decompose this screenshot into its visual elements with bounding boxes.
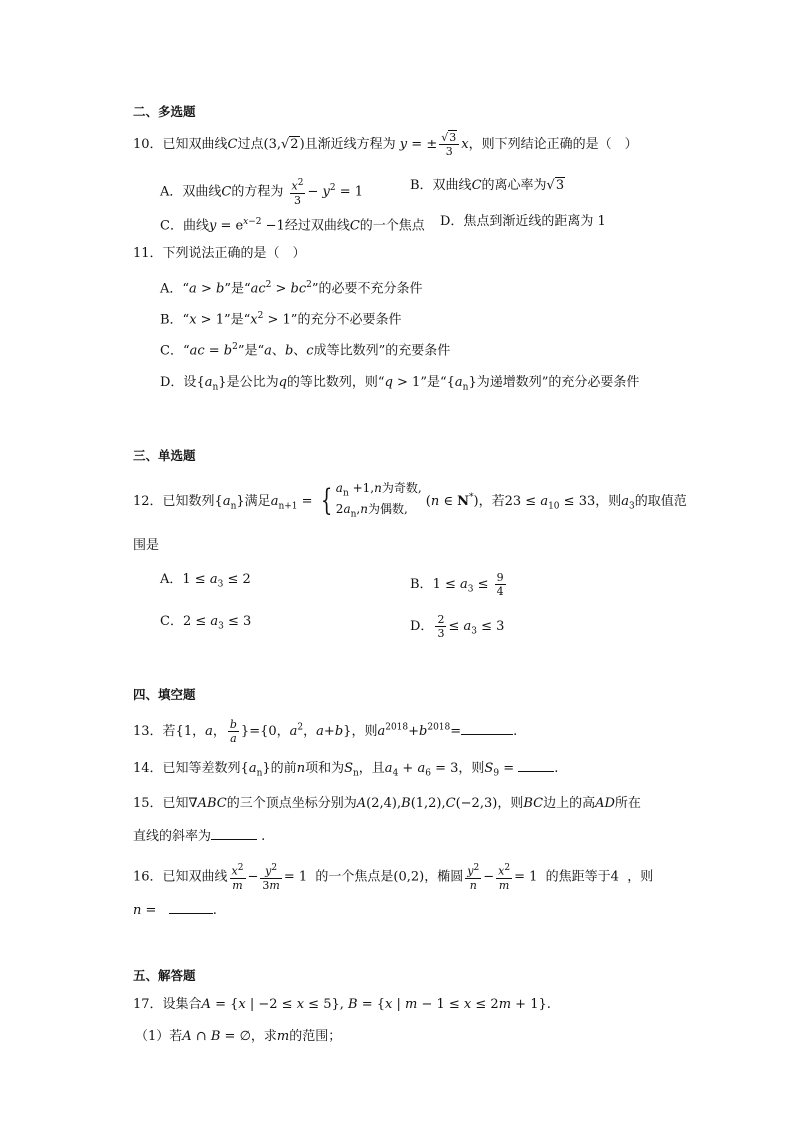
question-11-option-b[interactable]: B．“x > 1”是“$x^2 > 1$”的充分不必要条件 xyxy=(160,311,402,328)
section-title-single-choice: 三、单选题 xyxy=(133,448,196,463)
question-12-stem: 12．已知数列$\{a_n\}$满足$a_{n+1}$ = { $a_n +1,n$为奇数, $2a_n,n$为偶数, (n ∈ N*)，若$23 \le a_{10} \le 33$，则$a_3$的取值范 xyxy=(133,481,687,520)
section-title-multiple-choice: 二、多选题 xyxy=(133,104,196,119)
question-12-stem-cont: 围是 xyxy=(133,538,160,553)
question-11-option-c[interactable]: C．“ac = $b^2$”是“a、b、c成等比数列”的充要条件 xyxy=(160,342,451,359)
question-10-option-a[interactable]: A．双曲线C的方程为 $\frac{x^2}{3}$ − $y^2 = 1$ xyxy=(160,178,364,207)
question-11-option-d[interactable]: D．设$\{a_n\}$是公比为q的等比数列，则“q > 1”是“$\{a_n\}$为递增数列”的充分必要条件 xyxy=(160,375,640,393)
question-15-cont: 直线的斜率为 . xyxy=(133,829,266,844)
question-16-cont: n = . xyxy=(133,903,217,918)
section-title-fill-in: 四、填空题 xyxy=(133,687,196,702)
answer-blank-15[interactable] xyxy=(211,827,257,840)
question-11-stem: 11．下列说法正确的是（ ） xyxy=(133,246,306,261)
question-11-option-a[interactable]: A．“a > b”是“$ac^2 > bc^2$”的必要不充分条件 xyxy=(160,280,423,297)
question-12-option-d[interactable]: D． $\frac{2}{3}$ ≤ $a_3 \le 3$ xyxy=(410,613,505,640)
question-17: 17．设集合A = {x | −2 ≤ x ≤ 5}, B = {x | m − 1 ≤ x ≤ 2m + 1}. xyxy=(133,997,551,1012)
question-15: 15．已知∇ABC的三个顶点坐标分别为A(2,4),B(1,2),C(−2,3)，则BC边上的高AD所在 xyxy=(133,796,641,811)
question-14: 14．已知等差数列$\{a_n\}$的前n项和为$S_n$，且$a_4 + a_6 = 3$，则$S_9$ = . xyxy=(133,761,559,779)
question-12-option-a[interactable]: A．$1 \le a_3 \le 2$ xyxy=(160,572,251,590)
question-10-option-d[interactable]: D．焦点到渐近线的距离为 1 xyxy=(440,214,606,229)
answer-blank-16[interactable] xyxy=(169,901,213,914)
question-17-part-1: （1）若A ∩ B = ∅，求m的范围； xyxy=(135,1029,342,1044)
question-12-option-b[interactable]: B．$1 \le a_3$ ≤ $\frac{9}{4}$ xyxy=(410,571,504,598)
question-10-option-b[interactable]: B．双曲线C的离心率为√3 xyxy=(410,178,565,193)
section-title-solution: 五、解答题 xyxy=(133,968,196,983)
question-13: 13．若{1，a， $\frac{b}{a}$ }={0，$a^2$，a+b}，则$a^{2018}+b^{2018}=$ . xyxy=(133,718,518,745)
question-16: 16．已知双曲线 $\frac{x^2}{m}$ − $\frac{y^2}{3m}$ = 1 的一个焦点是(0,2)，椭圆 $\frac{y^2}{n}$ − $\frac{x^2}{m}$ = 1 的焦距等于4 ，则 xyxy=(133,863,654,892)
question-10-option-c[interactable]: C．曲线$y = e^{x-2} -1$经过双曲线C的一个焦点 xyxy=(160,217,425,234)
question-12-option-c[interactable]: C．$2 \le a_3 \le 3$ xyxy=(160,614,252,632)
question-10-stem: 10．已知双曲线C过点(3,√2)且渐近线方程为 y = ± $\frac{√3}{3}$ x，则下列结论正确的是（ ） xyxy=(133,131,638,158)
answer-blank-14[interactable] xyxy=(518,759,554,772)
answer-blank-13[interactable] xyxy=(461,722,513,735)
